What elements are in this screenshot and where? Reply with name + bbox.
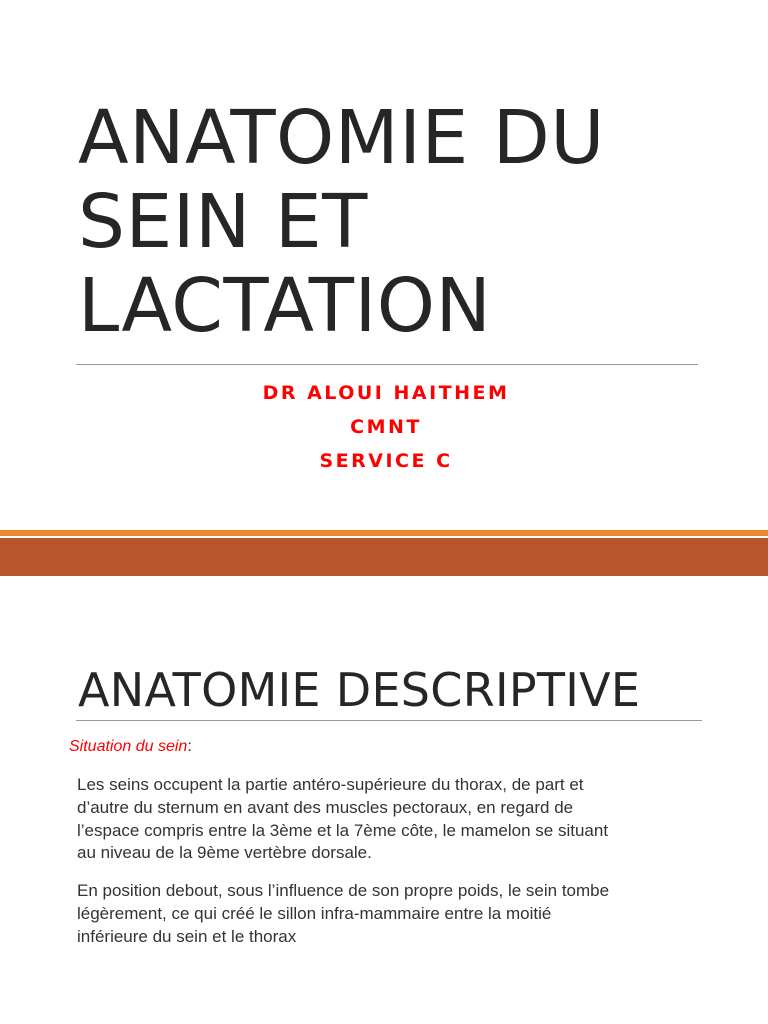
paragraph-line: inférieure du sein et le thorax: [77, 926, 297, 946]
section-colon: :: [187, 738, 192, 755]
separator-thick-band: [0, 538, 768, 576]
content-slide: [0, 578, 768, 1024]
paragraph-line: légèrement, ce qui créé le sillon infra-mammaire entre la moitié: [77, 903, 552, 923]
paragraph-line: Les seins occupent la partie antéro-supérieure du thorax, de part et: [77, 775, 584, 794]
slide-title: ANATOMIE DESCRIPTIVE: [78, 663, 641, 717]
paragraph: [77, 774, 717, 865]
title-line: ANATOMIE DU: [78, 95, 605, 181]
department: SERVICE C: [319, 450, 453, 472]
paragraph: [77, 880, 717, 948]
title-line: SEIN ET: [78, 179, 368, 265]
separator-thin-band: [0, 530, 768, 536]
paragraph-line: l’espace compris entre la 3ème et la 7ème côte, le mamelon se situant: [77, 820, 609, 840]
slide-title-divider: [76, 720, 702, 721]
institution: CMNT: [350, 416, 422, 438]
paragraph-line: d’autre du sternum en avant des muscles pectoraux, en regard de: [77, 797, 574, 817]
title-line: LACTATION: [78, 263, 492, 349]
section-heading: [69, 736, 192, 758]
author-name: DR ALOUI HAITHEM: [262, 382, 510, 404]
section-label: Situation du sein: [69, 738, 188, 755]
title-divider: [76, 364, 698, 365]
paragraph-line: au niveau de la 9ème vertèbre dorsale.: [77, 843, 372, 863]
presentation-title: [78, 96, 718, 348]
paragraph-line: En position debout, sous l’influence de son propre poids, le sein tombe: [77, 881, 610, 900]
presentation-subtitle: [0, 376, 768, 478]
